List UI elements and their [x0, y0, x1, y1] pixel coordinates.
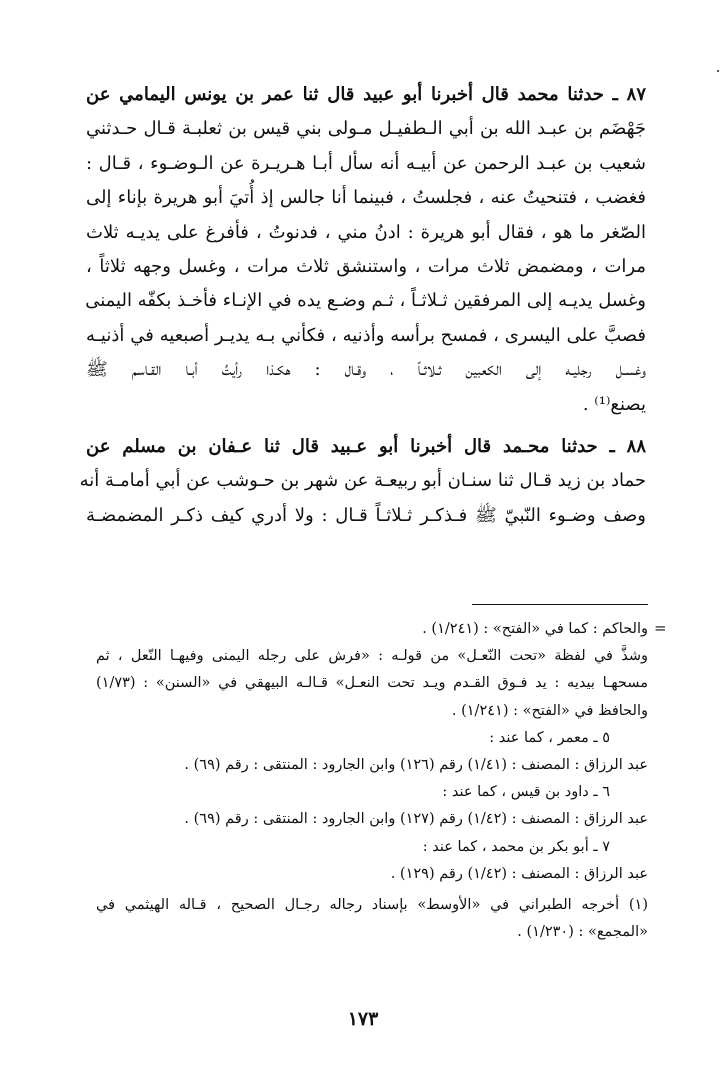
footnote-line: ٥ ـ معمر ، كما عند : — [489, 729, 610, 746]
page-number: ١٧٣ — [347, 1008, 379, 1030]
footnote-line: عبد الرزاق : المصنف : (١/٤٢) رقم (١٢٧) وابن الجارود : المنتقى : رقم (٦٩) . — [184, 811, 648, 828]
hadith-88-heading-line: ٨٨ ـ حدثنا محـمد قال أخبرنا أبو عـبيد قال ثنا عـفان بن مسلم عن — [86, 435, 646, 457]
hadith-87-line: شعيب بن عبـد الرحمن عن أبيـه أنه سأل أبـا هـريـرة عن الـوضـوء ، قـال : — [86, 152, 647, 174]
hadith-87-line: جَهْضَم بن عبـد الله بن أبي الـطفيـل مـولى بني قيس بن ثعلبـة قـال حـدثني — [86, 118, 646, 140]
hadith-87-line: فغضب ، فتنحيتُ عنه ، فجلستُ ، فبينما أنا جالس إذ أُتيَ أبو هريرة بإناء إلى — [86, 187, 646, 209]
scan-speck — [717, 70, 719, 72]
footnote-line: والحافظ في «الفتح» : (١/٢٤١) . — [451, 702, 648, 719]
hadith-87-line: وغسـل رجليـه إلى الكعبين ثـلاثـاً ، وقـال : هكـذا رأيتُ أبـا القـاسم ﷺ — [86, 359, 646, 381]
hadith-87-line: فصبَّ على اليسرى ، فمسح برأسه وأذنيه ، فكأني بـه يديـر أصبعيه في أذنيـه — [86, 324, 646, 346]
footnote-line: والحاكم : كما في «الفتح» : (١/٢٤١) . — [422, 621, 648, 637]
hadith-87-line: وغسل يديـه إلى المرفقين ثـلاثـاً ، ثـم وضـع يده في الإنـاء فأخـذ بكفّه اليمنى — [85, 290, 646, 312]
hadith-88-line: حماد بن زيد قـال ثنا سنـان أبو ربيعـة عن شهر بن حـوشب عن أبي أمامـة أنه — [79, 470, 646, 492]
hadith-88-line: وصف وضـوء النّبيّ ﷺ فـذكـر ثـلاثـاً قـال : ولا أدري كيف ذكـر المضمضـة — [86, 504, 646, 526]
footnote-continuation-mark: = — [654, 619, 667, 637]
main-text — [79, 78, 647, 533]
footnote-line: ٦ ـ داود بن قيس ، كما عند : — [442, 784, 610, 801]
footnote-separator — [472, 604, 648, 605]
hadith-87-line: يصنع⁽¹⁾ . — [582, 393, 646, 415]
footnote-line: ٧ ـ أبو بكر بن محمد ، كما عند : — [422, 838, 610, 855]
footnote-line: مسحهـا بيديه : يد فـوق القـدم ويـد تحت النعـل» قـالـه البيهقي في «السنن» : (١/٧٣) — [96, 675, 648, 692]
footnote-line: عبد الرزاق : المصنف : (١/٤٢) رقم (١٢٩) . — [390, 865, 648, 882]
footnotes — [96, 616, 648, 946]
footnote-line: عبد الرزاق : المصنف : (١/٤١) رقم (١٢٦) وابن الجارود : المنتقى : رقم (٦٩) . — [184, 756, 648, 773]
hadith-87-line: مرات ، ومضمض ثلاث مرات ، واستنشق ثلاث مرات ، وغسل وجهه ثلاثاً ، — [86, 255, 647, 277]
footnote-1-line: «المجمع» : (١/٢٣٠) . — [517, 924, 648, 941]
hadith-87-line: الصّغر ما هو ، فقال أبو هريرة : ادنُ مني ، فدنوتُ ، فأفرغ على يديـه ثلاث — [86, 221, 646, 243]
footnote-line: وشذَّ في لفظة «تحت النّعـل» من قولـه : «فرش على رجله اليمنى وفيهـا النّعل ، ثم — [96, 648, 648, 665]
footnote-1-line: (١) أخرجه الطبراني في «الأوسط» بإسناد رجاله رجـال الصحيح ، قـاله الهيثمي في — [96, 896, 648, 913]
hadith-87-heading-line: ٨٧ ـ حدثنا محمد قال أخبرنا أبو عبيد قال ثنا عمر بن يونس اليمامي عن — [86, 84, 646, 105]
